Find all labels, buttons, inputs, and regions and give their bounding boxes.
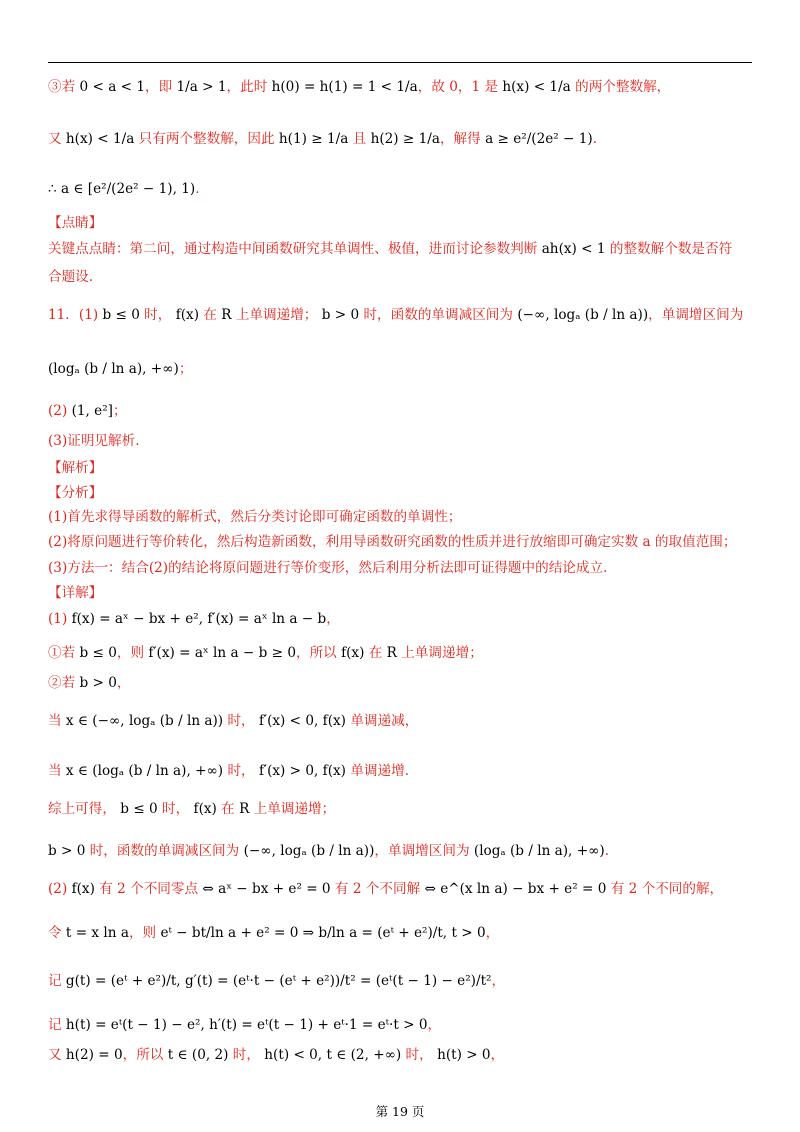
text-segment: 关键点点睛：第二问，通过构造中间函数研究其单调性、极值，进而讨论参数判断: [48, 241, 542, 257]
text-segment: 的整数解个数是否符: [605, 241, 733, 257]
math-expression: f(x): [71, 881, 95, 897]
math-expression: h(1) ≥ 1/a: [278, 131, 349, 147]
math-expression: b > 0: [79, 675, 117, 691]
math-expression: g(t) = (eᵗ + e²)/t, g′(t) = (eᵗ·t − (eᵗ + e²))/t² = (eᵗ(t − 1) − e²)/t²: [65, 973, 492, 989]
math-expression: (logₐ (b / ln a), +∞): [473, 843, 605, 859]
math-expression: ah(x) < 1: [541, 241, 606, 257]
math-expression: R: [239, 801, 250, 817]
text-segment: 的两个整数解，: [570, 79, 671, 95]
text-segment: 时，函数的单调减区间为: [85, 843, 244, 859]
math-expression: h(0) = h(1) = 1 < 1/a: [271, 79, 418, 95]
text-line: [48, 180, 756, 198]
text-segment: ，: [116, 675, 131, 691]
math-expression: h(x) < 1/a: [502, 79, 571, 95]
math-expression: (logₐ (b / ln a), +∞): [48, 361, 179, 377]
text-segment: ，单调增区间为: [374, 843, 474, 859]
text-segment: ，: [326, 611, 340, 627]
page-number: 第 19 页: [375, 1104, 425, 1119]
text-segment: (2)将原问题进行等价转化，然后构造新函数，利用导函数研究函数的性质并进行放缩即可确定实数 a 的取值范围；: [48, 534, 737, 550]
text-segment: 时，: [223, 763, 259, 779]
text-line: [48, 610, 756, 628]
text-segment: 上单调递增；: [396, 645, 483, 661]
math-expression: b > 0: [48, 843, 86, 859]
math-expression: f′(x) = aˣ ln a − b ≥ 0: [148, 645, 296, 661]
text-segment: 时，: [157, 801, 194, 817]
math-expression: ⇔ e^(x ln a) − bx + e² = 0: [424, 881, 607, 897]
text-segment: 在: [199, 307, 222, 323]
text-segment: ，解得: [439, 131, 486, 147]
math-expression: ∴ a ∈ [e²/(2e² − 1), 1): [48, 181, 196, 197]
text-line: [48, 214, 756, 232]
text-line: [48, 402, 756, 420]
text-segment: 【解析】: [48, 460, 103, 476]
math-expression: b ≤ 0: [120, 801, 158, 817]
math-expression: ⇔ aˣ − bx + e² = 0: [202, 881, 331, 897]
text-segment: ．: [195, 181, 209, 197]
text-segment: 又: [48, 131, 66, 147]
text-line: [48, 459, 756, 477]
text-segment: ②若: [48, 675, 80, 691]
text-segment: ①若: [48, 645, 80, 661]
text-line: [48, 240, 756, 258]
text-segment: ，故 0，1 是: [417, 79, 503, 95]
text-line: [48, 78, 756, 96]
math-expression: b > 0: [321, 307, 360, 323]
text-segment: (2): [48, 881, 72, 897]
math-expression: f(x) = aˣ − bx + e², f′(x) = aˣ ln a − b: [71, 611, 327, 627]
text-segment: 时，: [223, 713, 259, 729]
text-segment: (1)首先求得导函数的解析式，然后分类讨论即可确定函数的单调性；: [48, 509, 462, 525]
math-expression: a ≥ e²/(2e² − 1): [485, 131, 593, 147]
math-expression: 0 < a < 1: [79, 79, 145, 95]
text-segment: 【点睛】: [48, 215, 103, 231]
math-expression: (−∞, logₐ (b / ln a)): [243, 843, 375, 859]
header-rule: [48, 62, 752, 63]
text-segment: ，此时: [226, 79, 272, 95]
math-expression: (−∞, logₐ (b / ln a)): [517, 307, 649, 323]
math-expression: x ∈ (logₐ (b / ln a), +∞): [65, 763, 224, 779]
text-segment: 当: [48, 763, 66, 779]
text-segment: (1): [48, 611, 72, 627]
text-line: [48, 360, 756, 378]
math-expression: b ≤ 0: [79, 645, 117, 661]
math-expression: x ∈ (−∞, logₐ (b / ln a)): [65, 713, 224, 729]
math-expression: 1/a > 1: [176, 79, 227, 95]
math-expression: h(2) = 0: [65, 1047, 123, 1063]
math-expression: f′(x) < 0, f(x): [258, 713, 346, 729]
text-segment: 【分析】: [48, 485, 103, 501]
text-segment: 记: [48, 973, 66, 989]
text-line: [48, 268, 756, 286]
math-expression: h(t) > 0: [437, 1047, 491, 1063]
text-segment: 记: [48, 1017, 66, 1033]
text-line: [48, 432, 756, 450]
text-segment: 11．(1): [48, 307, 103, 323]
text-segment: 上单调递增；: [231, 307, 322, 323]
text-line: [48, 533, 756, 551]
math-expression: (1, e²]: [71, 403, 113, 419]
text-segment: ③若: [48, 79, 80, 95]
text-line: [48, 972, 756, 990]
text-segment: (2): [48, 403, 72, 419]
text-line: [48, 712, 756, 730]
math-expression: h(t) < 0, t ∈ (2, +∞): [264, 1047, 402, 1063]
text-segment: 上单调递增；: [249, 801, 336, 817]
math-expression: f′(x) > 0, f(x): [258, 763, 346, 779]
math-expression: R: [386, 645, 397, 661]
math-expression: f(x): [341, 645, 365, 661]
text-segment: 【详解】: [48, 585, 103, 601]
text-segment: ，单调增区间为: [648, 307, 744, 323]
text-segment: ，所以: [295, 645, 342, 661]
text-line: [48, 674, 756, 692]
text-segment: ，则: [116, 645, 149, 661]
text-line: [48, 762, 756, 780]
text-segment: 当: [48, 713, 66, 729]
math-expression: b ≤ 0: [102, 307, 140, 323]
text-segment: 有 2 个不同的解，: [606, 881, 724, 897]
text-line: [48, 1046, 756, 1064]
text-line: [48, 130, 756, 148]
math-expression: R: [221, 307, 232, 323]
text-segment: 时，: [139, 307, 176, 323]
text-line: [48, 584, 756, 602]
text-segment: 在: [364, 645, 387, 661]
text-segment: ，: [427, 1017, 442, 1033]
text-segment: 在: [216, 801, 240, 817]
text-segment: (3)方法一：结合(2)的结论将原问题进行等价变形，然后利用分析法即可证得题中的结论成立.: [48, 560, 608, 576]
math-expression: f(x): [175, 307, 200, 323]
text-segment: ，: [485, 925, 500, 941]
text-line: [48, 842, 756, 860]
text-segment: 有 2 个不同零点: [94, 881, 203, 897]
text-segment: 时，: [228, 1047, 265, 1063]
text-segment: ，即: [144, 79, 177, 95]
text-segment: 合题设.: [48, 269, 94, 285]
text-line: [48, 880, 756, 898]
text-line: [48, 644, 756, 662]
text-segment: ；: [112, 403, 127, 419]
text-segment: ，: [491, 973, 506, 989]
text-segment: 令: [48, 925, 66, 941]
text-segment: 时，函数的单调减区间为: [359, 307, 518, 323]
math-expression: h(2) ≥ 1/a: [370, 131, 440, 147]
text-segment: ，则: [128, 925, 161, 941]
text-segment: (3)证明见解析.: [48, 433, 140, 449]
text-segment: 单调递减，: [346, 713, 419, 729]
text-line: [48, 508, 756, 526]
text-segment: 时，: [401, 1047, 438, 1063]
text-segment: ，所以: [122, 1047, 168, 1063]
text-segment: .: [604, 843, 610, 859]
math-expression: h(t) = eᵗ(t − 1) − e², h′(t) = eᵗ(t − 1) + eᵗ·1 = eᵗ·t > 0: [65, 1017, 428, 1033]
text-segment: 且: [348, 131, 371, 147]
text-segment: 又: [48, 1047, 66, 1063]
text-line: [48, 306, 756, 324]
math-expression: h(x) < 1/a: [65, 131, 135, 147]
text-segment: 有 2 个不同解: [330, 881, 425, 897]
math-expression: t ∈ (0, 2): [167, 1047, 229, 1063]
text-segment: 单调递增.: [346, 763, 410, 779]
text-line: [48, 559, 756, 577]
text-segment: ，: [490, 1047, 505, 1063]
text-line: [48, 484, 756, 502]
text-segment: ．: [592, 131, 607, 147]
text-segment: 综上可得，: [48, 801, 121, 817]
text-line: [48, 800, 756, 818]
text-segment: ；: [178, 361, 193, 377]
text-line: [48, 1016, 756, 1034]
math-expression: t = x ln a: [65, 925, 129, 941]
text-line: [48, 924, 756, 942]
math-expression: eᵗ − bt/ln a + e² = 0 ⇒ b/ln a = (eᵗ + e²)/t, t > 0: [160, 925, 486, 941]
math-expression: f(x): [193, 801, 217, 817]
text-segment: 只有两个整数解，因此: [134, 131, 279, 147]
